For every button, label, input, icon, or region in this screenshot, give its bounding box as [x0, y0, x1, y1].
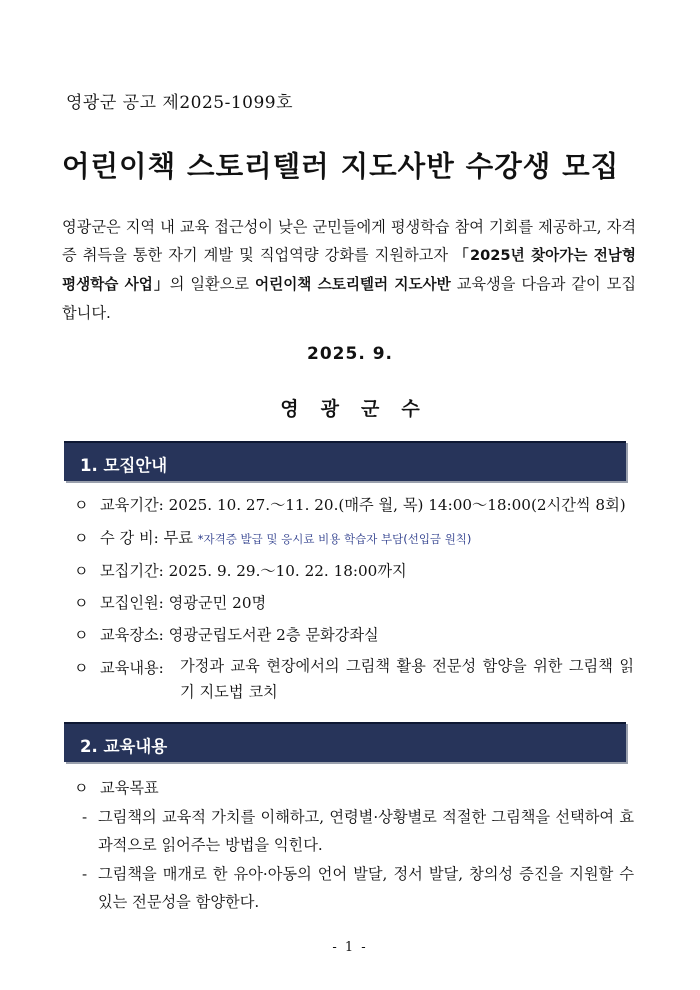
notice-date: 2025. 9. [307, 344, 393, 364]
info-label: 교육장소: [100, 626, 164, 644]
page-number: - 1 - [332, 940, 368, 955]
bullet-icon: ㅇ [74, 779, 89, 797]
bullet-icon: ㅇ [74, 529, 89, 547]
info-value: 2025. 10. 27.～11. 20.(매주 월, 목) 14:00～18:00(2시간씩 8회) [168, 496, 626, 514]
issuer-name: 영광군수 [280, 398, 442, 420]
info-value: 무료 [163, 529, 193, 547]
info-label: 교육기간: [100, 496, 164, 514]
subheading-text: 교육목표 [100, 779, 159, 797]
dash-marker: - [82, 865, 88, 883]
goal-item [82, 803, 634, 859]
bullet-icon: ㅇ [74, 562, 89, 580]
info-item-recruit-period [74, 560, 407, 581]
info-value: 가정과 교육 현장에서의 그림책 활용 전문성 함양을 위한 그림책 읽기 지도법 코치 [180, 657, 634, 701]
info-item-capacity [74, 592, 266, 613]
info-value: 영광군민 20명 [168, 594, 267, 612]
bullet-icon: ㅇ [74, 496, 89, 514]
goal-item [82, 860, 634, 916]
info-item-content [74, 653, 634, 709]
bullet-icon: ㅇ [74, 594, 89, 612]
intro-text-1: 영광군은 지역 내 교육 접근성이 낮은 군민들에게 평생학습 참여 기회를 제공하고, 자격증 취득을 통한 자기 계발 및 직업역량 강화를 지원하고자 [62, 218, 636, 264]
intro-project-name: 「2025년 찾아가는 전남형 평생학습 사업」 [62, 247, 637, 293]
section-header-curriculum [64, 722, 626, 762]
section-heading: 2. 교육내용 [80, 737, 168, 756]
info-item-location [74, 624, 379, 645]
goal-text: 그림책의 교육적 가치를 이해하고, 연령별·상황별로 적절한 그림책을 선택하여 효과적으로 읽어주는 방법을 익힌다. [98, 808, 634, 854]
bullet-icon: ㅇ [74, 626, 89, 644]
section-heading: 1. 모집안내 [80, 456, 168, 475]
goal-text: 그림책을 매개로 한 유아·아동의 언어 발달, 정서 발달, 창의성 증진을 지원할 수 있는 전문성을 함양한다. [98, 865, 634, 911]
info-label: 모집인원: [100, 594, 164, 612]
info-item-fee [74, 527, 471, 548]
info-value: 2025. 9. 29.～10. 22. 18:00까지 [168, 562, 407, 580]
intro-paragraph [62, 213, 636, 327]
notice-number: 영광군 공고 제2025-1099호 [66, 93, 294, 113]
info-value: 영광군립도서관 2층 문화강좌실 [168, 626, 379, 644]
info-label: 교육내용: [100, 659, 164, 677]
info-label: 수 강 비: [100, 529, 159, 547]
info-label: 모집기간: [100, 562, 164, 580]
section-header-recruitment [64, 441, 626, 481]
intro-course-name: 어린이책 스토리텔러 지도사반 [255, 276, 451, 293]
dash-marker: - [82, 808, 88, 826]
info-item-period [74, 494, 626, 515]
intro-text-2: 의 일환으로 [169, 275, 256, 293]
bullet-icon: ㅇ [74, 659, 89, 677]
fee-note: *자격증 발급 및 응시료 비용 학습자 부담(선입금 원칙) [197, 532, 472, 546]
document-title: 어린이책 스토리텔러 지도사반 수강생 모집 [62, 150, 620, 183]
intro-text-3: 교육생을 다음과 같이 모집합니다. [62, 275, 637, 322]
goals-subheading [74, 777, 159, 798]
